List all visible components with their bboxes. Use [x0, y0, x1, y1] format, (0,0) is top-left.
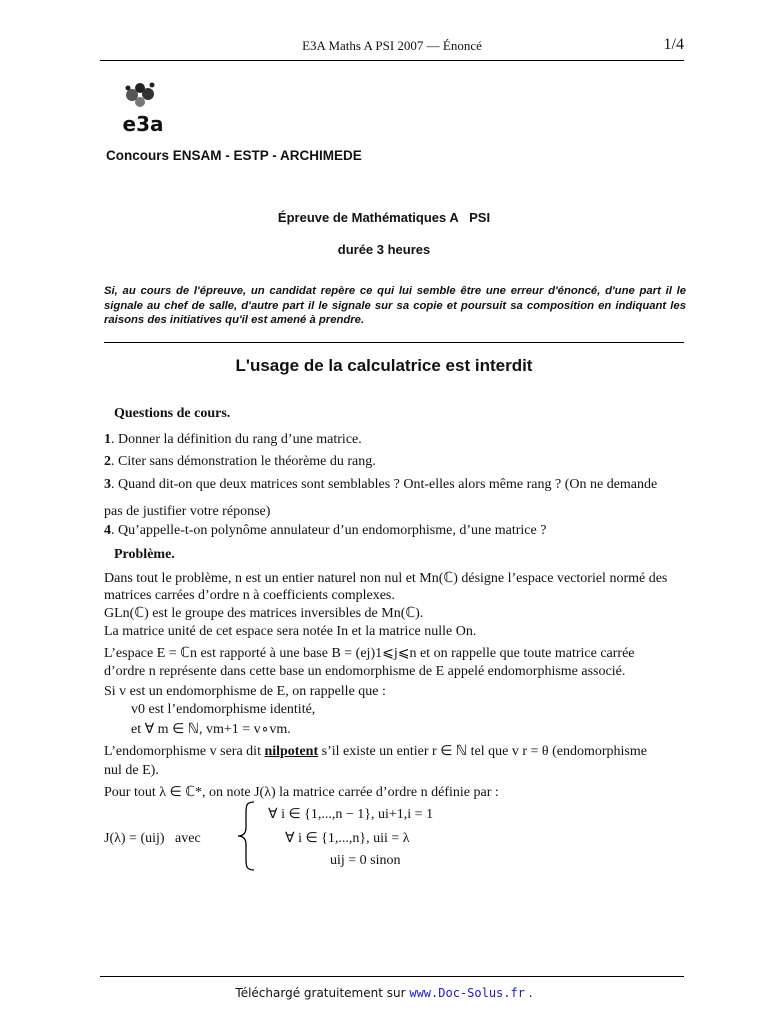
problem-title: Problème. [114, 547, 175, 562]
page-header [100, 38, 684, 61]
problem-paragraph-5: d’ordre n représente dans cette base un endomorphisme de E appelé endomorphisme associé. [104, 664, 626, 679]
problem-paragraph-6: Si v est un endomorphisme de E, on rappelle que : [104, 684, 386, 699]
notice-text: Si, au cours de l'épreuve, un candidat repère ce qui lui semble être une erreur d'énoncé, d'une part il le signale au chef de salle, d'autre part il le signale sur sa copie et poursuit sa composition en indiquant les raisons des initiatives qu'il est amené à prendre. [104, 285, 686, 326]
problem-paragraph-8: et ∀ m ∈ ℕ, vm+1 = v∘vm. [131, 722, 291, 737]
header-title: E3A Maths A PSI 2007 — Énoncé [302, 38, 482, 53]
separator-rule [104, 342, 684, 343]
problem-paragraph-11: Pour tout λ ∈ ℂ*, on note J(λ) la matrice carrée d’ordre n définie par : [104, 785, 499, 800]
exam-duration: durée 3 heures [337, 242, 431, 257]
question-1: 1. Donner la définition du rang d’une matrice. [104, 432, 362, 447]
contest-name: Concours ENSAM - ESTP - ARCHIMEDE [106, 148, 362, 163]
exam-title: Épreuve de Mathématiques A PSI [277, 210, 491, 225]
brace-icon [234, 800, 258, 872]
problem-paragraph-1: Dans tout le problème, n est un entier naturel non nul et Mn(ℂ) désigne l’espace vectoriel normé des matrices carrées d’ordre n à coefficients complexes. [104, 571, 668, 603]
footer-text: Téléchargé gratuitement sur [235, 986, 406, 1000]
question-3: 3. Quand dit-on que deux matrices sont semblables ? Ont-elles alors même rang ? (On ne demande [104, 477, 658, 492]
problem-paragraph-3: La matrice unité de cet espace sera notée In et la matrice nulle On. [104, 624, 477, 639]
problem-paragraph-10: nul de E). [104, 763, 159, 778]
footer-rule [100, 976, 684, 977]
case-3: uij = 0 sinon [330, 853, 401, 868]
case-1: ∀ i ∈ {1,...,n − 1}, ui+1,i = 1 [268, 807, 434, 822]
matrix-definition: J(λ) = (uij) avec [104, 831, 201, 846]
page-footer [0, 986, 768, 1000]
problem-paragraph-9: L’endomorphisme v sera dit nilpotent s’il existe un entier r ∈ ℕ tel que v r = θ (endomorphisme [104, 744, 647, 759]
problem-paragraph-4: L’espace E = ℂn est rapporté à une base B = (ej)1⩽j⩽n et on rappelle que toute matrice carrée [104, 646, 635, 661]
e3a-logo [112, 76, 174, 134]
case-2: ∀ i ∈ {1,...,n}, uii = λ [285, 831, 410, 846]
page-number: 1/4 [663, 36, 684, 53]
nilpotent-term: nilpotent [264, 744, 319, 759]
footer-link[interactable]: www.Doc-Solus.fr [409, 986, 525, 1000]
questions-title: Questions de cours. [114, 406, 231, 421]
question-2: 2. Citer sans démonstration le théorème du rang. [104, 454, 376, 469]
footer-end: . [528, 986, 533, 1000]
logo-text: e3a [122, 112, 164, 134]
question-4: 4. Qu’appelle-t-on polynôme annulateur d’un endomorphisme, d’une matrice ? [104, 523, 547, 538]
problem-paragraph-7: v0 est l’endomorphisme identité, [131, 702, 316, 717]
question-3-continuation: pas de justifier votre réponse) [104, 504, 271, 519]
calculator-notice: L'usage de la calculatrice est interdit [235, 356, 533, 375]
problem-paragraph-2: GLn(ℂ) est le groupe des matrices inversibles de Mn(ℂ). [104, 606, 424, 621]
